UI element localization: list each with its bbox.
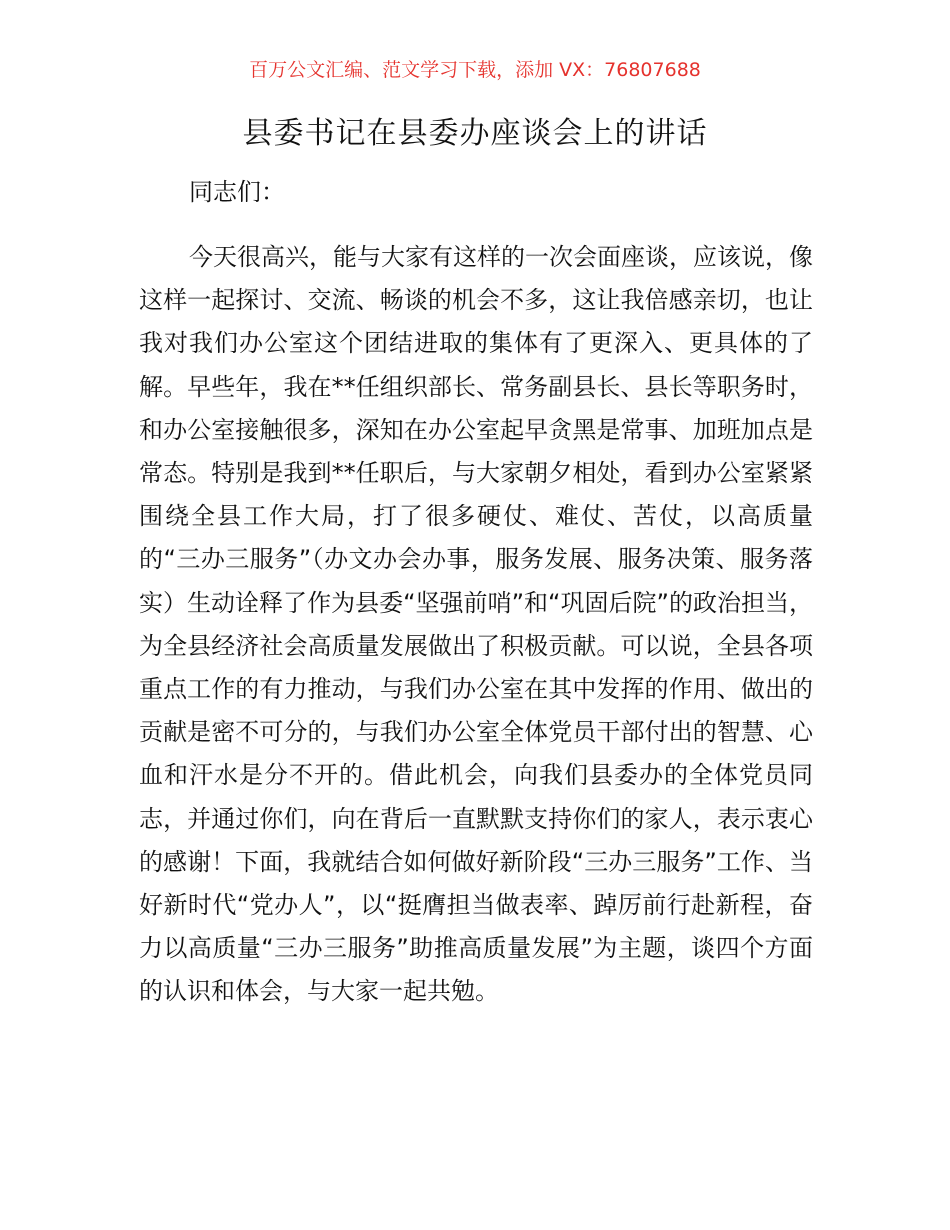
document-body [139, 172, 813, 1014]
watermark-banner: 百万公文汇编、范文学习下载，添加 VX：76807688 [249, 59, 701, 81]
page-title: 县委书记在县委办座谈会上的讲话 [242, 116, 708, 151]
salutation: 同志们： [189, 178, 285, 206]
paragraph: 今天很高兴，能与大家有这样的一次会面座谈，应该说，像这样一起探讨、交流、畅谈的机会不多，这让我倍感亲切，也让我对我们办公室这个团结进取的集体有了更深入、更具体的了解。早些年，我在**任组织部长、常务副县长、县长等职务时，和办公室接触很多，深知在办公室起早贪黑是常事、加班加点是常态。特别是我到**任职后，与大家朝夕相处，看到办公室紧紧围绕全县工作大局，打了很多硬仗、难仗、苦仗，以高质量的“三办三服务”（办文办会办事，服务发展、服务决策、服务落实）生动诠释了作为县委“坚强前哨”和“巩固后院”的政治担当，为全县经济社会高质量发展做出了积极贡献。可以说，全县各项重点工作的有力推动，与我们办公室在其中发挥的作用、做出的贡献是密不可分的，与我们办公室全体党员干部付出的智慧、心血和汗水是分不开的。借此机会，向我们县委办的全体党员同志，并通过你们，向在背后一直默默支持你们的家人，表示衷心的感谢！下面，我就结合如何做好新阶段“三办三服务”工作、当好新时代“党办人”，以“挺膺担当做表率、踔厉前行赴新程，奋力以高质量“三办三服务”助推高质量发展”为主题，谈四个方面的认识和体会，与大家一起共勉。 [139, 243, 813, 1006]
